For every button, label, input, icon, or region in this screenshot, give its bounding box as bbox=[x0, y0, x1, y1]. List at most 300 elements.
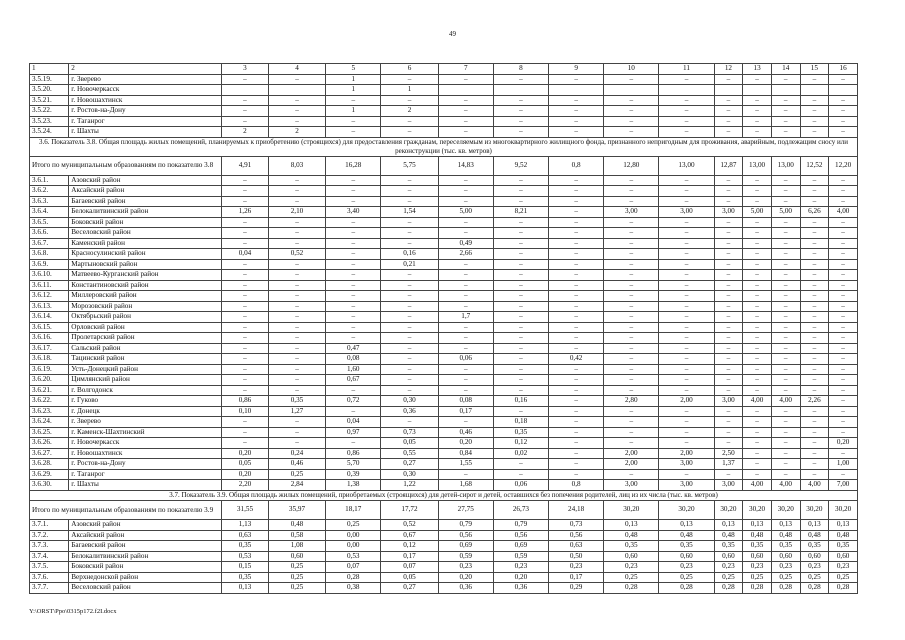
cell-value: – bbox=[326, 291, 381, 302]
cell-value: – bbox=[604, 175, 659, 186]
cell-value: – bbox=[659, 312, 714, 323]
cell-value: 1,08 bbox=[268, 541, 325, 552]
cell-value: – bbox=[549, 228, 604, 239]
cell-value: – bbox=[659, 259, 714, 270]
cell-value: – bbox=[268, 74, 325, 85]
row-name: г. Зверево bbox=[69, 417, 222, 428]
cell-value: – bbox=[659, 116, 714, 127]
cell-value: – bbox=[714, 364, 743, 375]
cell-value: 0,17 bbox=[381, 551, 438, 562]
cell-value: – bbox=[659, 364, 714, 375]
cell-value: – bbox=[549, 364, 604, 375]
cell-value: 0,53 bbox=[326, 551, 381, 562]
cell-value: – bbox=[493, 291, 548, 302]
cell-value: 0,35 bbox=[222, 541, 269, 552]
cell-value: 1,00 bbox=[829, 459, 858, 470]
cell-value: – bbox=[549, 375, 604, 386]
section-heading: 3.7. Показатель 3.9. Общая площадь жилых помещений, приобретаемых (строящихся) для детей-сирот и детей, оставшихся без попечения родителей, лиц из их числа (тыс. кв. метров) bbox=[30, 490, 858, 501]
total-value: 30,20 bbox=[659, 501, 714, 520]
cell-value: – bbox=[800, 312, 829, 323]
total-value: 30,20 bbox=[771, 501, 800, 520]
cell-value: – bbox=[604, 385, 659, 396]
cell-value: – bbox=[659, 438, 714, 449]
cell-value: 0,60 bbox=[771, 551, 800, 562]
cell-value: 0,69 bbox=[493, 541, 548, 552]
cell-value: – bbox=[659, 322, 714, 333]
cell-value: – bbox=[268, 280, 325, 291]
row-code: 3.7.6. bbox=[30, 572, 69, 583]
cell-value: – bbox=[714, 333, 743, 344]
cell-value: – bbox=[714, 417, 743, 428]
row-code: 3.6.15. bbox=[30, 322, 69, 333]
cell-value: 0,23 bbox=[743, 562, 772, 573]
row-code: 3.6.20. bbox=[30, 375, 69, 386]
cell-value: – bbox=[743, 343, 772, 354]
cell-value: – bbox=[604, 116, 659, 127]
cell-value: – bbox=[800, 417, 829, 428]
cell-value: 1,37 bbox=[714, 459, 743, 470]
total-label: Итого по муниципальным образованиям по показателю 3.8 bbox=[30, 156, 222, 175]
row-code: 3.6.11. bbox=[30, 280, 69, 291]
cell-value: – bbox=[438, 74, 493, 85]
cell-value: – bbox=[222, 74, 269, 85]
row-code: 3.6.8. bbox=[30, 249, 69, 260]
cell-value: 0,72 bbox=[326, 396, 381, 407]
row-name: Миллеровский район bbox=[69, 291, 222, 302]
cell-value: 2,66 bbox=[438, 249, 493, 260]
cell-value: 0,52 bbox=[381, 520, 438, 531]
total-value: 12,80 bbox=[604, 156, 659, 175]
cell-value: – bbox=[381, 270, 438, 281]
row-code: 3.6.7. bbox=[30, 238, 69, 249]
cell-value: 1,38 bbox=[326, 480, 381, 491]
cell-value: – bbox=[549, 95, 604, 106]
cell-value: – bbox=[222, 280, 269, 291]
row-code: 3.6.29. bbox=[30, 469, 69, 480]
cell-value: 0,20 bbox=[438, 438, 493, 449]
cell-value: – bbox=[222, 217, 269, 228]
cell-value: 0,05 bbox=[222, 459, 269, 470]
table-row bbox=[30, 375, 858, 386]
cell-value: – bbox=[829, 238, 858, 249]
table-row bbox=[30, 249, 858, 260]
cell-value: – bbox=[381, 186, 438, 197]
cell-value: 0,18 bbox=[493, 417, 548, 428]
total-value: 35,97 bbox=[268, 501, 325, 520]
row-name: г. Новошахтинск bbox=[69, 95, 222, 106]
cell-value: – bbox=[829, 448, 858, 459]
total-value: 5,75 bbox=[381, 156, 438, 175]
cell-value: 0,46 bbox=[438, 427, 493, 438]
cell-value: 0,25 bbox=[268, 583, 325, 594]
cell-value: – bbox=[659, 469, 714, 480]
cell-value: 5,00 bbox=[438, 207, 493, 218]
cell-value: – bbox=[743, 196, 772, 207]
cell-value: 0,48 bbox=[604, 530, 659, 541]
cell-value: – bbox=[771, 427, 800, 438]
cell-value: – bbox=[381, 291, 438, 302]
table-row bbox=[30, 127, 858, 138]
cell-value: 0,25 bbox=[659, 572, 714, 583]
cell-value: 0,00 bbox=[326, 530, 381, 541]
cell-value: 5 bbox=[326, 64, 381, 75]
cell-value: – bbox=[222, 343, 269, 354]
cell-value: 0,25 bbox=[800, 572, 829, 583]
table-row bbox=[30, 280, 858, 291]
cell-value: 0,28 bbox=[714, 583, 743, 594]
table-row bbox=[30, 417, 858, 428]
row-name: Верхнедонской район bbox=[69, 572, 222, 583]
cell-value: – bbox=[438, 375, 493, 386]
cell-value: 0,48 bbox=[771, 530, 800, 541]
cell-value: 7 bbox=[438, 64, 493, 75]
cell-value: – bbox=[800, 175, 829, 186]
row-code: 3.6.25. bbox=[30, 427, 69, 438]
cell-value: – bbox=[222, 238, 269, 249]
cell-value: – bbox=[222, 228, 269, 239]
cell-value: – bbox=[659, 385, 714, 396]
cell-value: – bbox=[326, 175, 381, 186]
row-code: 3.7.1. bbox=[30, 520, 69, 531]
cell-value: – bbox=[381, 375, 438, 386]
cell-value: – bbox=[714, 469, 743, 480]
cell-value: – bbox=[829, 343, 858, 354]
cell-value: – bbox=[549, 116, 604, 127]
cell-value: – bbox=[659, 127, 714, 138]
cell-value: – bbox=[549, 238, 604, 249]
cell-value: – bbox=[438, 196, 493, 207]
cell-value: – bbox=[268, 312, 325, 323]
cell-value: – bbox=[771, 175, 800, 186]
cell-value: – bbox=[771, 238, 800, 249]
cell-value: – bbox=[659, 228, 714, 239]
cell-value: – bbox=[659, 106, 714, 117]
cell-value: – bbox=[829, 385, 858, 396]
cell-value: – bbox=[438, 186, 493, 197]
cell-value: – bbox=[659, 74, 714, 85]
total-row bbox=[30, 156, 858, 175]
row-name: Тацинский район bbox=[69, 354, 222, 365]
cell-value: – bbox=[381, 354, 438, 365]
cell-value: – bbox=[326, 280, 381, 291]
cell-value: – bbox=[326, 196, 381, 207]
cell-value: 0,12 bbox=[381, 541, 438, 552]
cell-value: – bbox=[714, 343, 743, 354]
cell-value: – bbox=[829, 396, 858, 407]
cell-value: – bbox=[381, 322, 438, 333]
cell-value: 15 bbox=[800, 64, 829, 75]
cell-value: – bbox=[493, 280, 548, 291]
table-row bbox=[30, 572, 858, 583]
cell-value: – bbox=[714, 228, 743, 239]
cell-value: 0,56 bbox=[438, 530, 493, 541]
cell-value: – bbox=[800, 469, 829, 480]
cell-value: – bbox=[381, 228, 438, 239]
cell-value: – bbox=[659, 249, 714, 260]
row-code: 3.5.20. bbox=[30, 85, 69, 96]
cell-value: 1,68 bbox=[438, 480, 493, 491]
cell-value: 0,60 bbox=[714, 551, 743, 562]
cell-value: – bbox=[659, 354, 714, 365]
cell-value: – bbox=[771, 322, 800, 333]
cell-value: 0,35 bbox=[800, 541, 829, 552]
cell-value: – bbox=[268, 259, 325, 270]
cell-value: – bbox=[549, 396, 604, 407]
file-path-footer: Y:\ORST\Ppo\0315p172.f2I.docx bbox=[29, 608, 117, 615]
cell-value: – bbox=[222, 116, 269, 127]
cell-value: – bbox=[714, 385, 743, 396]
cell-value: 0,60 bbox=[743, 551, 772, 562]
cell-value: 0,8 bbox=[549, 480, 604, 491]
cell-value: – bbox=[493, 322, 548, 333]
cell-value: – bbox=[771, 438, 800, 449]
cell-value: 0,48 bbox=[714, 530, 743, 541]
row-name: г. Шахты bbox=[69, 480, 222, 491]
cell-value: – bbox=[771, 196, 800, 207]
cell-value: – bbox=[493, 74, 548, 85]
cell-value: 0,53 bbox=[222, 551, 269, 562]
cell-value: 0,04 bbox=[222, 249, 269, 260]
row-code: 3.6.6. bbox=[30, 228, 69, 239]
cell-value: – bbox=[829, 322, 858, 333]
cell-value: – bbox=[549, 175, 604, 186]
cell-value: – bbox=[829, 249, 858, 260]
total-value: 8,03 bbox=[268, 156, 325, 175]
cell-value: 0,20 bbox=[438, 572, 493, 583]
cell-value: 0,20 bbox=[222, 469, 269, 480]
cell-value: – bbox=[743, 406, 772, 417]
cell-value: – bbox=[743, 417, 772, 428]
cell-value: – bbox=[829, 417, 858, 428]
cell-value: – bbox=[800, 217, 829, 228]
cell-value: 0,67 bbox=[326, 375, 381, 386]
cell-value: – bbox=[381, 343, 438, 354]
cell-value: 0,23 bbox=[771, 562, 800, 573]
cell-value: 2,00 bbox=[659, 396, 714, 407]
cell-value: – bbox=[743, 238, 772, 249]
cell-value: – bbox=[222, 186, 269, 197]
cell-value: – bbox=[268, 175, 325, 186]
table-row bbox=[30, 343, 858, 354]
table-row bbox=[30, 406, 858, 417]
table-row bbox=[30, 459, 858, 470]
table-row bbox=[30, 74, 858, 85]
cell-value: – bbox=[771, 354, 800, 365]
cell-value: – bbox=[714, 406, 743, 417]
cell-value: 4,00 bbox=[771, 396, 800, 407]
table-row bbox=[30, 333, 858, 344]
cell-value: – bbox=[771, 280, 800, 291]
cell-value: 10 bbox=[604, 64, 659, 75]
cell-value: – bbox=[549, 343, 604, 354]
table-row bbox=[30, 480, 858, 491]
row-code: 3.6.26. bbox=[30, 438, 69, 449]
cell-value: 0,35 bbox=[829, 541, 858, 552]
cell-value: – bbox=[604, 217, 659, 228]
row-code: 1 bbox=[30, 64, 69, 75]
table-row bbox=[30, 448, 858, 459]
total-value: 13,00 bbox=[771, 156, 800, 175]
cell-value: – bbox=[222, 354, 269, 365]
table-row bbox=[30, 354, 858, 365]
cell-value: – bbox=[438, 333, 493, 344]
cell-value: 0,13 bbox=[604, 520, 659, 531]
row-code: 3.6.22. bbox=[30, 396, 69, 407]
row-name: Белокалитвинский район bbox=[69, 207, 222, 218]
cell-value: – bbox=[438, 228, 493, 239]
cell-value: – bbox=[604, 406, 659, 417]
cell-value: 0,13 bbox=[714, 520, 743, 531]
row-code: 3.6.27. bbox=[30, 448, 69, 459]
cell-value: 0,48 bbox=[268, 520, 325, 531]
table-row bbox=[30, 238, 858, 249]
cell-value: – bbox=[743, 259, 772, 270]
cell-value: – bbox=[743, 375, 772, 386]
cell-value: – bbox=[268, 385, 325, 396]
cell-value: – bbox=[800, 406, 829, 417]
row-code: 3.6.18. bbox=[30, 354, 69, 365]
cell-value bbox=[549, 85, 604, 96]
row-name: Аксайский район bbox=[69, 186, 222, 197]
cell-value: – bbox=[743, 175, 772, 186]
cell-value: 0,73 bbox=[381, 427, 438, 438]
cell-value: 0,46 bbox=[268, 459, 325, 470]
cell-value: 0,48 bbox=[800, 530, 829, 541]
table-row bbox=[30, 530, 858, 541]
cell-value: 0,35 bbox=[659, 541, 714, 552]
cell-value: 4,00 bbox=[743, 480, 772, 491]
cell-value: 0,73 bbox=[549, 520, 604, 531]
cell-value: 0,13 bbox=[659, 520, 714, 531]
page-number: 49 bbox=[449, 30, 456, 38]
row-code: 3.6.28. bbox=[30, 459, 69, 470]
row-code: 3.6.10. bbox=[30, 270, 69, 281]
cell-value: – bbox=[549, 301, 604, 312]
total-value: 24,18 bbox=[549, 501, 604, 520]
cell-value: – bbox=[659, 406, 714, 417]
cell-value: – bbox=[829, 375, 858, 386]
cell-value: – bbox=[714, 196, 743, 207]
cell-value: – bbox=[771, 343, 800, 354]
cell-value: – bbox=[714, 375, 743, 386]
table-row bbox=[30, 270, 858, 281]
cell-value: – bbox=[829, 301, 858, 312]
cell-value: – bbox=[438, 217, 493, 228]
cell-value: – bbox=[549, 270, 604, 281]
cell-value: 0,28 bbox=[743, 583, 772, 594]
cell-value: – bbox=[800, 270, 829, 281]
cell-value: – bbox=[438, 301, 493, 312]
cell-value: – bbox=[604, 106, 659, 117]
cell-value: – bbox=[604, 228, 659, 239]
row-code: 3.5.22. bbox=[30, 106, 69, 117]
row-name: Боковский район bbox=[69, 217, 222, 228]
cell-value: – bbox=[604, 249, 659, 260]
cell-value: – bbox=[381, 333, 438, 344]
cell-value: – bbox=[829, 406, 858, 417]
cell-value: – bbox=[493, 459, 548, 470]
cell-value: – bbox=[438, 95, 493, 106]
row-code: 3.5.19. bbox=[30, 74, 69, 85]
row-code: 3.6.14. bbox=[30, 312, 69, 323]
cell-value: 0,23 bbox=[714, 562, 743, 573]
cell-value: – bbox=[659, 95, 714, 106]
cell-value: – bbox=[829, 427, 858, 438]
cell-value: – bbox=[222, 417, 269, 428]
cell-value: 9 bbox=[549, 64, 604, 75]
row-name: г. Гуково bbox=[69, 396, 222, 407]
cell-value: – bbox=[381, 280, 438, 291]
cell-value: 0,63 bbox=[549, 541, 604, 552]
cell-value: – bbox=[604, 417, 659, 428]
cell-value: – bbox=[604, 469, 659, 480]
table-row bbox=[30, 438, 858, 449]
cell-value: – bbox=[800, 196, 829, 207]
cell-value: 0,35 bbox=[493, 427, 548, 438]
cell-value: 1,55 bbox=[438, 459, 493, 470]
cell-value: 5,00 bbox=[743, 207, 772, 218]
cell-value: 0,25 bbox=[268, 572, 325, 583]
cell-value: – bbox=[381, 417, 438, 428]
cell-value: – bbox=[268, 217, 325, 228]
cell-value: – bbox=[604, 312, 659, 323]
cell-value: – bbox=[659, 270, 714, 281]
total-value: 30,20 bbox=[743, 501, 772, 520]
cell-value: 0,84 bbox=[438, 448, 493, 459]
cell-value: – bbox=[268, 364, 325, 375]
cell-value: 2 bbox=[222, 127, 269, 138]
cell-value: – bbox=[549, 427, 604, 438]
cell-value: – bbox=[493, 406, 548, 417]
cell-value: – bbox=[222, 291, 269, 302]
row-code: 3.6.19. bbox=[30, 364, 69, 375]
cell-value: – bbox=[659, 343, 714, 354]
table-row bbox=[30, 469, 858, 480]
cell-value: – bbox=[493, 249, 548, 260]
cell-value: – bbox=[800, 228, 829, 239]
cell-value: 12 bbox=[714, 64, 743, 75]
cell-value: – bbox=[800, 427, 829, 438]
row-name: г. Каменск-Шахтинский bbox=[69, 427, 222, 438]
cell-value: – bbox=[604, 354, 659, 365]
total-value: 17,72 bbox=[381, 501, 438, 520]
cell-value: 0,67 bbox=[381, 530, 438, 541]
cell-value: – bbox=[771, 375, 800, 386]
row-name: г. Волгодонск bbox=[69, 385, 222, 396]
cell-value: – bbox=[381, 175, 438, 186]
row-name: Азовский район bbox=[69, 520, 222, 531]
total-value: 4,91 bbox=[222, 156, 269, 175]
cell-value: 0,25 bbox=[771, 572, 800, 583]
row-code: 3.6.23. bbox=[30, 406, 69, 417]
cell-value: – bbox=[800, 301, 829, 312]
cell-value: – bbox=[714, 270, 743, 281]
cell-value: – bbox=[549, 291, 604, 302]
table-row bbox=[30, 95, 858, 106]
cell-value: – bbox=[714, 116, 743, 127]
cell-value: – bbox=[549, 280, 604, 291]
cell-value: – bbox=[222, 175, 269, 186]
cell-value: – bbox=[326, 333, 381, 344]
cell-value: 0,02 bbox=[493, 448, 548, 459]
cell-value: 8 bbox=[493, 64, 548, 75]
total-value: 16,28 bbox=[326, 156, 381, 175]
cell-value: 0,21 bbox=[381, 259, 438, 270]
cell-value: – bbox=[326, 259, 381, 270]
cell-value: – bbox=[743, 364, 772, 375]
cell-value: – bbox=[604, 375, 659, 386]
row-name: Веселовский район bbox=[69, 583, 222, 594]
